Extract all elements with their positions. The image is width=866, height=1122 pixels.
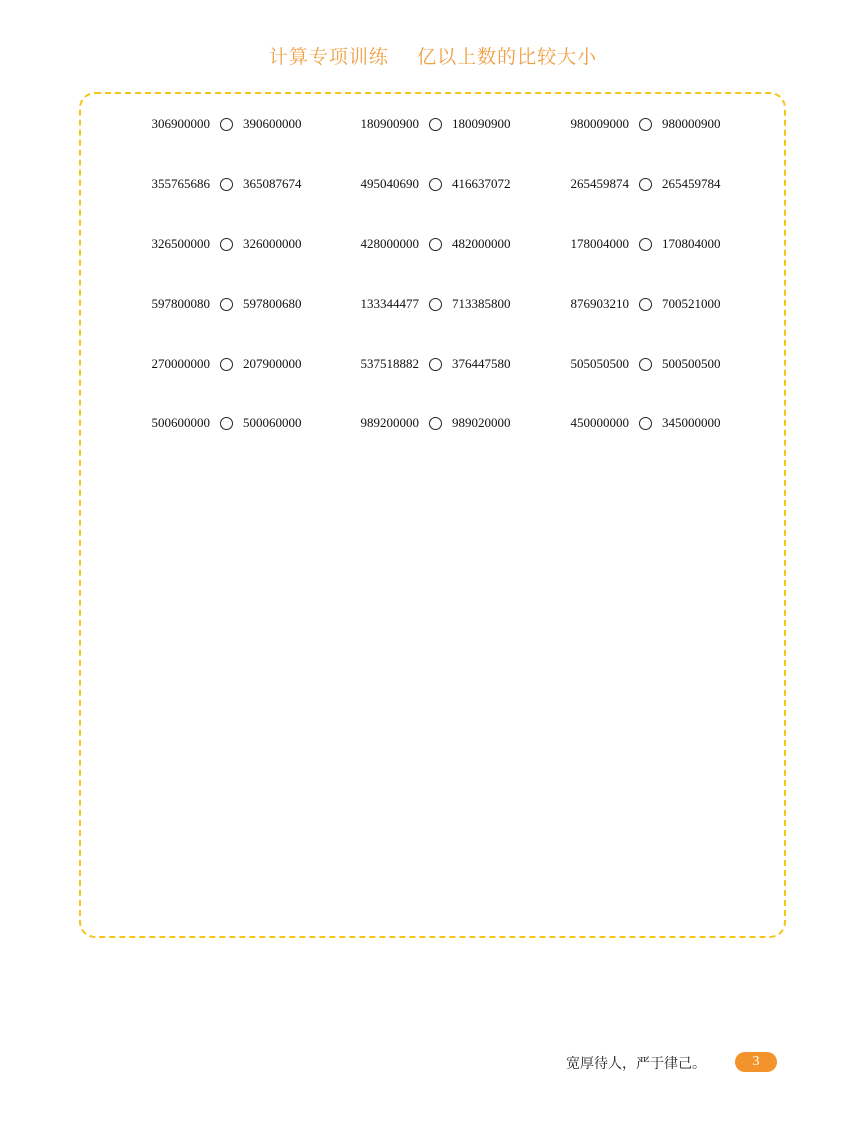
comparison-problem: [565, 114, 726, 134]
right-number: 376447580: [452, 356, 511, 371]
right-number: 365087674: [243, 176, 302, 191]
problem-row: [0, 354, 866, 374]
right-number: 207900000: [243, 356, 302, 371]
footer-motto: 宽厚待人，严于律己。: [566, 1056, 706, 1072]
answer-circle[interactable]: [639, 358, 652, 371]
comparison-problem: [146, 174, 307, 194]
right-number: 713385800: [452, 296, 511, 311]
left-number: 326500000: [151, 236, 210, 251]
page-number-badge: 3: [735, 1052, 777, 1072]
right-number: 416637072: [452, 176, 511, 191]
comparison-problem: [355, 294, 516, 314]
comparison-problem: [565, 174, 726, 194]
right-number: 482000000: [452, 236, 511, 251]
comparison-problem: [355, 174, 516, 194]
answer-circle[interactable]: [639, 417, 652, 430]
right-number: 700521000: [662, 296, 721, 311]
right-number: 390600000: [243, 116, 302, 131]
answer-circle[interactable]: [429, 118, 442, 131]
dashed-frame: [79, 92, 786, 938]
answer-circle[interactable]: [639, 238, 652, 251]
left-number: 989200000: [360, 415, 419, 430]
answer-circle[interactable]: [220, 417, 233, 430]
problem-row: [0, 114, 866, 134]
answer-circle[interactable]: [639, 118, 652, 131]
page-title: 计算专项训练 亿以上数的比较大小: [268, 46, 598, 68]
answer-circle[interactable]: [220, 178, 233, 191]
comparison-problem: [565, 234, 726, 254]
left-number: 270000000: [151, 356, 210, 371]
comparison-problem: [146, 114, 307, 134]
right-number: 180090900: [452, 116, 511, 131]
right-number: 597800680: [243, 296, 302, 311]
right-number: 989020000: [452, 415, 511, 430]
answer-circle[interactable]: [220, 238, 233, 251]
problem-row: [0, 413, 866, 433]
answer-circle[interactable]: [220, 298, 233, 311]
problem-row: [0, 234, 866, 254]
left-number: 876903210: [570, 296, 629, 311]
left-number: 180900900: [360, 116, 419, 131]
comparison-problem: [355, 114, 516, 134]
left-number: 500600000: [151, 415, 210, 430]
answer-circle[interactable]: [220, 358, 233, 371]
right-number: 500500500: [662, 356, 721, 371]
answer-circle[interactable]: [429, 178, 442, 191]
left-number: 428000000: [360, 236, 419, 251]
answer-circle[interactable]: [220, 118, 233, 131]
problem-row: [0, 294, 866, 314]
comparison-problem: [565, 413, 726, 433]
left-number: 505050500: [570, 356, 629, 371]
comparison-problem: [355, 413, 516, 433]
left-number: 306900000: [151, 116, 210, 131]
left-number: 495040690: [360, 176, 419, 191]
left-number: 265459874: [570, 176, 629, 191]
comparison-problem: [565, 354, 726, 374]
comparison-problem: [146, 294, 307, 314]
left-number: 450000000: [570, 415, 629, 430]
answer-circle[interactable]: [639, 178, 652, 191]
left-number: 980009000: [570, 116, 629, 131]
left-number: 355765686: [151, 176, 210, 191]
left-number: 537518882: [360, 356, 419, 371]
right-number: 326000000: [243, 236, 302, 251]
comparison-problem: [355, 234, 516, 254]
comparison-problem: [355, 354, 516, 374]
comparison-problem: [146, 354, 307, 374]
right-number: 265459784: [662, 176, 721, 191]
answer-circle[interactable]: [429, 238, 442, 251]
answer-circle[interactable]: [429, 417, 442, 430]
problem-row: [0, 174, 866, 194]
right-number: 345000000: [662, 415, 721, 430]
left-number: 178004000: [570, 236, 629, 251]
answer-circle[interactable]: [639, 298, 652, 311]
answer-circle[interactable]: [429, 298, 442, 311]
right-number: 170804000: [662, 236, 721, 251]
right-number: 500060000: [243, 415, 302, 430]
comparison-problem: [565, 294, 726, 314]
left-number: 597800080: [151, 296, 210, 311]
answer-circle[interactable]: [429, 358, 442, 371]
comparison-problem: [146, 413, 307, 433]
comparison-problem: [146, 234, 307, 254]
right-number: 980000900: [662, 116, 721, 131]
left-number: 133344477: [360, 296, 419, 311]
